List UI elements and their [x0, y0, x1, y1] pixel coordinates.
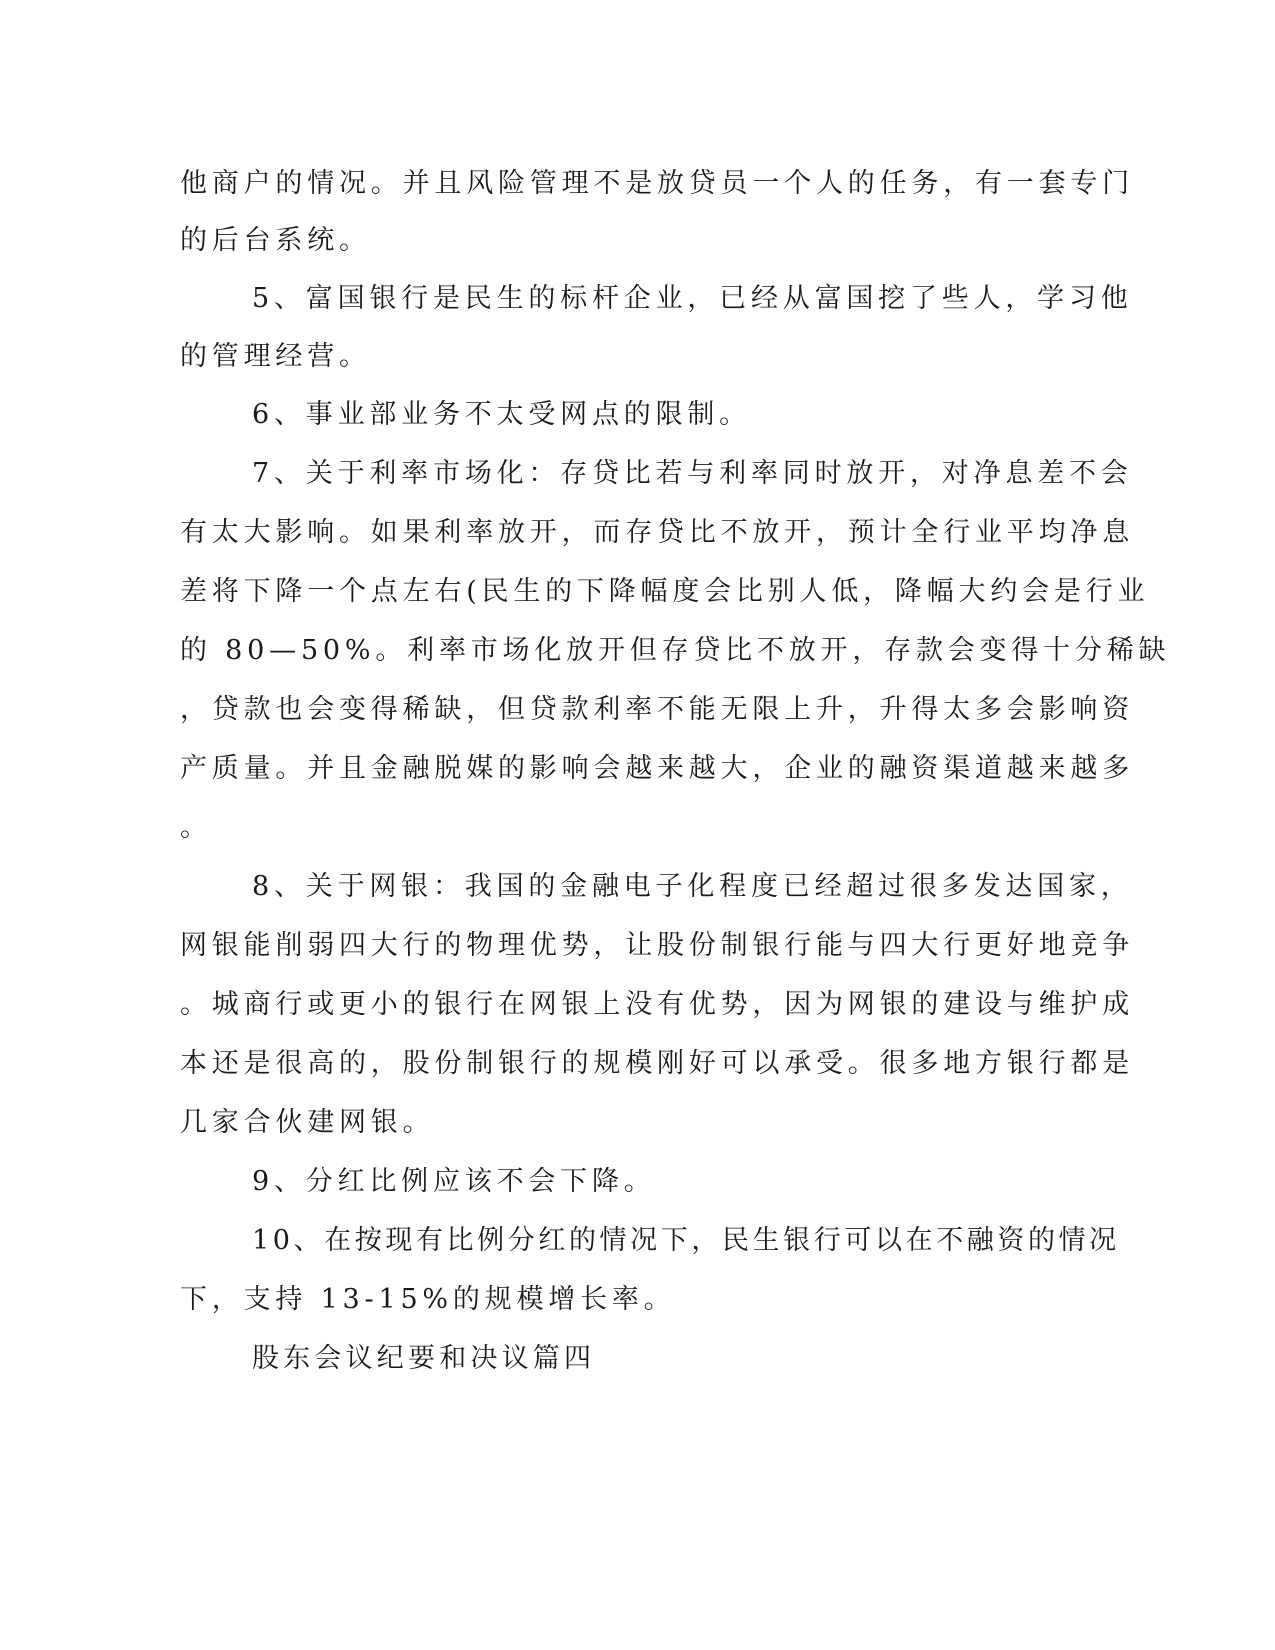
paragraph-8-line: 几家合伙建网银。: [180, 1107, 435, 1138]
paragraph-7-line: 。: [180, 812, 212, 843]
paragraph-7-line: 有太大影响。如果利率放开，而存贷比不放开，预计全行业平均净息: [180, 517, 1134, 548]
paragraph-6-line: 6、事业部业务不太受网点的限制。: [252, 399, 751, 430]
paragraph-8-line: 网银能削弱四大行的物理优势，让股份制银行能与四大行更好地竞争: [180, 930, 1134, 961]
body-text-line: 他商户的情况。并且风险管理不是放贷员一个人的任务，有一套专门: [180, 168, 1134, 199]
paragraph-10-line: 下，支持 13-15%的规模增长率。: [180, 1284, 676, 1315]
paragraph-7-line: ，贷款也会变得稀缺，但贷款利率不能无限上升，升得太多会影响资: [180, 694, 1134, 725]
section-heading: 股东会议纪要和决议篇四: [252, 1343, 596, 1374]
paragraph-8-line: 。城商行或更小的银行在网银上没有优势，因为网银的建设与维护成: [180, 989, 1134, 1020]
paragraph-10-line: 10、在按现有比例分红的情况下，民生银行可以在不融资的情况: [252, 1225, 1120, 1256]
body-text-line: 的后台系统。: [180, 225, 371, 256]
paragraph-8-line: 8、关于网银：我国的金融电子化程度已经超过很多发达国家，: [252, 871, 1133, 902]
paragraph-7-line: 产质量。并且金融脱媒的影响会越来越大，企业的融资渠道越来越多: [180, 753, 1134, 784]
paragraph-5-line: 的管理经营。: [180, 341, 371, 372]
paragraph-5-line: 5、富国银行是民生的标杆企业，已经从富国挖了些人，学习他: [252, 283, 1133, 314]
paragraph-7-line: 的 80—50%。利率市场化放开但存贷比不放开，存款会变得十分稀缺: [180, 635, 1171, 666]
paragraph-7-line: 差将下降一个点左右(民生的下降幅度会比别人低，降幅大约会是行业: [180, 576, 1150, 607]
paragraph-8-line: 本还是很高的，股份制银行的规模刚好可以承受。很多地方银行都是: [180, 1048, 1134, 1079]
paragraph-7-line: 7、关于利率市场化：存贷比若与利率同时放开，对净息差不会: [252, 458, 1133, 489]
paragraph-9-line: 9、分红比例应该不会下降。: [252, 1166, 656, 1197]
